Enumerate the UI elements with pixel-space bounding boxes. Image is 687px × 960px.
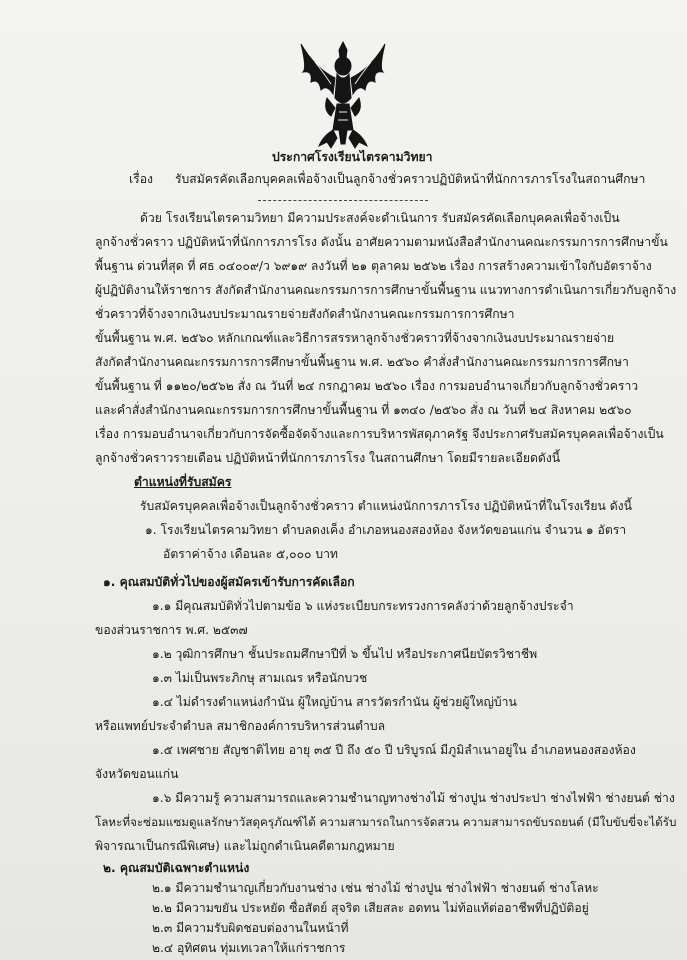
intro-line: ลูกจ้างชั่วคราวรายเดือน ปฏิบัติหน้าที่นักการภารโรง ในสถานศึกษา โดยมีรายละเอียดดังนี้: [95, 451, 561, 465]
intro-line: ขั้นพื้นฐาน ที่ ๑๑๒๐/๒๕๖๒ สั่ง ณ วันที่ ๒๔ กรกฎาคม ๒๕๖๐ เรื่อง การมอบอำนาจเกี่ยวกับลูกจ้างชั่วคราว: [95, 379, 639, 393]
position-line: อัตราค่าจ้าง เดือนละ ๕,๐๐๐ บาท: [163, 547, 338, 561]
general-qualification-line: พิจารณาเป็นกรณีพิเศษ) และไม่ถูกดำเนินคดีตามกฎหมาย: [95, 839, 395, 853]
specific-qualifications-heading: ๒. คุณสมบัติเฉพาะตำแหน่ง: [103, 861, 250, 875]
specific-qualification-line: ๒.๔ อุทิศตน ทุ่มเทเวลาให้แก่ราชการ: [152, 941, 346, 955]
specific-qualification-line: ๒.๒ มีความขยัน ประหยัด ซื่อสัตย์ สุจริต เสียสละ อดทน ไม่ท้อแท้ต่ออาชีพที่ปฏิบัติอยู่: [152, 901, 589, 915]
document-title: ประกาศโรงเรียนไตรคามวิทยา: [272, 150, 433, 164]
general-qualification-line: ๑.๑ มีคุณสมบัติทั่วไปตามข้อ ๖ แห่งระเบียบกระทรวงการคลังว่าด้วยลูกจ้างประจำ: [152, 599, 574, 613]
general-qualification-line: ๑.๖ มีความรู้ ความสามารถและความชำนาญทางช่างไม้ ช่างปูน ช่างประปา ช่างไฟฟ้า ช่างยนต์ ช่าง: [152, 791, 675, 805]
general-qualification-line: หรือแพทย์ประจำตำบล สมาชิกองค์การบริหารส่วนตำบล: [95, 719, 386, 733]
general-qualification-line: ๑.๒ วุฒิการศึกษา ชั้นประถมศึกษาปีที่ ๖ ขึ้นไป หรือประกาศนียบัตรวิชาชีพ: [152, 647, 538, 661]
intro-line: ขั้นพื้นฐาน พ.ศ. ๒๕๖๐ หลักเกณฑ์และวิธีการสรรหาลูกจ้างชั่วคราวที่จ้างจากเงินงบประมาณรายจ่าย: [95, 331, 615, 345]
general-qualification-line: ๑.๕ เพศชาย สัญชาติไทย อายุ ๓๕ ปี ถึง ๕๐ ปี บริบูรณ์ มีภูมิลำเนาอยู่ใน อำเภอหนองสองห้อง: [152, 743, 636, 757]
intro-line: ผู้ปฏิบัติงานให้ราชการ สังกัดสำนักงานคณะกรรมการการศึกษาขั้นพื้นฐาน แนวทางการดำเนินการเกี่ยวกับลูกจ้าง: [95, 283, 677, 297]
intro-line: ชั่วคราวที่จ้างจากเงินงบประมาณรายจ่ายสังกัดสำนักงานคณะกรรมการการศึกษา: [95, 307, 515, 321]
general-qualification-line: ของส่วนราชการ พ.ศ. ๒๕๓๗: [95, 623, 248, 637]
general-qualification-line: ๑.๔ ไม่ดำรงตำแหน่งกำนัน ผู้ใหญ่บ้าน สารวัตรกำนัน ผู้ช่วยผู้ใหญ่บ้าน: [152, 695, 517, 709]
general-qualification-line: โลหะที่จะซ่อมแซมดูแลรักษาวัสดุครุภัณฑ์ได้ ความสามารถในการจัดสวน ความสามารถขับรถยนต์ (มีใบขับขี่จะได้รับ: [95, 815, 677, 829]
general-qualifications-heading: ๑. คุณสมบัติทั่วไปของผู้สมัครเข้ารับการคัดเลือก: [103, 575, 355, 589]
intro-line: เรื่อง การมอบอำนาจเกี่ยวกับการจัดซื้อจัดจ้างและการบริหารพัสดุภาครัฐ จึงประกาศรับสมัครบุคคลเพื่อจ้างเป็น: [95, 427, 664, 441]
position-heading: ตำแหน่งที่รับสมัคร: [134, 475, 232, 489]
general-qualification-line: ๑.๓ ไม่เป็นพระภิกษุ สามเณร หรือนักบวช: [152, 671, 368, 685]
intro-line: พื้นฐาน ด่วนที่สุด ที่ ศธ ๐๔๐๐๙/ว ๖๙๑๙ ลงวันที่ ๒๑ ตุลาคม ๒๕๖๒ เรื่อง การสร้างความเข้าใจกับอัตราจ้าง: [95, 259, 652, 273]
general-qualification-line: จังหวัดขอนแก่น: [95, 767, 179, 781]
intro-line: สังกัดสำนักงานคณะกรรมการการศึกษาขั้นพื้นฐาน พ.ศ. ๒๕๖๐ คำสั่งสำนักงานคณะกรรมการการศึกษา: [95, 355, 629, 369]
intro-line: และคำสั่งสำนักงานคณะกรรมการการศึกษาขั้นพื้นฐาน ที่ ๑๓๔๐ /๒๕๖๐ สั่ง ณ วันที่ ๒๔ สิงหาคม ๒๕๖๐: [95, 403, 632, 417]
specific-qualification-line: ๒.๓ มีความรับผิดชอบต่องานในหน้าที่: [152, 921, 349, 935]
intro-line: ลูกจ้างชั่วคราว ปฏิบัติหน้าที่นักการภารโรง ดังนั้น อาศัยความตามหนังสือสำนักงานคณะกรรมการการศึกษาขั้น: [95, 235, 668, 249]
intro-line: ด้วย โรงเรียนไตรคามวิทยา มีความประสงค์จะดำเนินการ รับสมัครคัดเลือกบุคคลเพื่อจ้างเป็น: [140, 211, 620, 225]
garuda-emblem-icon: [293, 38, 393, 150]
position-line: รับสมัครบุคคลเพื่อจ้างเป็นลูกจ้างชั่วคราว ตำแหน่งนักการภารโรง ปฏิบัติหน้าที่ในโรงเรียน ดังนี้: [140, 499, 632, 513]
specific-qualification-line: ๒.๑ มีความชำนาญเกี่ยวกับงานช่าง เช่น ช่างไม้ ช่างปูน ช่างไฟฟ้า ช่างยนต์ ช่างโลหะ: [152, 881, 599, 895]
subject-text: รับสมัครคัดเลือกบุคคลเพื่อจ้างเป็นลูกจ้างชั่วคราวปฏิบัติหน้าที่นักการภารโรงในสถานศึกษา: [175, 172, 646, 186]
subject-label: เรื่อง: [129, 172, 153, 186]
title-divider: [258, 200, 428, 201]
position-line: ๑. โรงเรียนไตรคามวิทยา ตำบลดงเค็ง อำเภอหนองสองห้อง จังหวัดขอนแก่น จำนวน ๑ อัตรา: [145, 523, 627, 537]
